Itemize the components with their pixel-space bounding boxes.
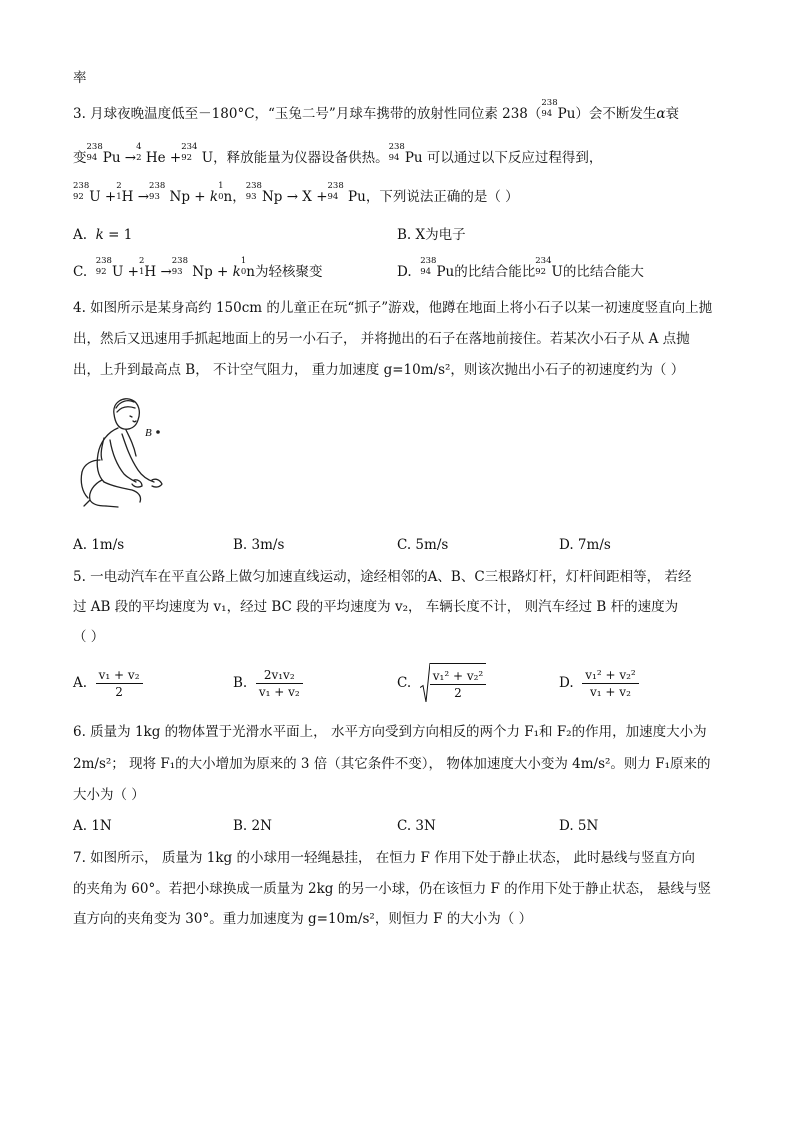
q5-option-a: A. $\frac{\text{v₁ + v₂}}{2}$: [73, 663, 143, 703]
q3-option-b: B. X为电子: [397, 227, 466, 243]
q7-line-3: 直方向的夹角变为 30°。重力加速度为 g=10m/s²，则恒力 F 的大小为（ ）: [73, 911, 533, 927]
stone-marker: [156, 430, 160, 434]
q4-option-d: D. 7m/s: [559, 537, 611, 553]
q6-option-b: B. 2N: [233, 818, 272, 834]
q7-line-2: 的夹角为 60°。若把小球换成一质量为 2kg 的另一小球，仍在该恒力 F 的作用下处于静止状态， 悬线与竖: [73, 881, 711, 897]
q7-line-1: 7. 如图所示， 质量为 1kg 的小球用一轻绳悬挂， 在恒力 F 作用下处于静止状态， 此时悬线与竖直方向: [73, 850, 695, 866]
q4-option-c: C. 5m/s: [397, 537, 449, 553]
point-b-label: B: [145, 427, 152, 439]
q4-line-3: 出，上升到最高点 B， 不计空气阻力， 重力加速度 g=10m/s²，则该次抛出小石子的初速度约为（ ）: [73, 362, 685, 378]
q5-line-3: （ ）: [73, 629, 105, 645]
q6-option-c: C. 3N: [397, 818, 436, 834]
q5-option-d: D. $\frac{\text{v₁² + v₂²}}{\text{v₁ + v₂}}$: [559, 663, 639, 703]
q3-line-2: 变 238 94 Pu → 4 2 He + 234 92 U，释放能量为仪器设备供热。 238 94 Pu 可以通过以下反应过程得到，: [73, 142, 603, 166]
q6-option-a: A. 1N: [73, 818, 112, 834]
q4-option-b: B. 3m/s: [233, 537, 285, 553]
q5-option-c: C. $\frac{\text{v₁² + v₂²}}{2}$: [397, 663, 486, 704]
q3-line-3: 238 92 U + 2 1 H → 238 93 Np + k 1 0 n， 238 93 Np → X + 238 94 Pu，下列说法正确的是（ ）: [73, 181, 519, 205]
q6-line-1: 6. 质量为 1kg 的物体置于光滑水平面上， 水平方向受到方向相反的两个力 F₁和 F₂的作用，加速度大小为: [73, 724, 707, 740]
q6-option-d: D. 5N: [559, 818, 599, 834]
q3-line-1: 3. 月球夜晚温度低至－180°C，“玉兔二号”月球车携带的放射性同位素 238（ 238 94 Pu）会不断发生α衰: [73, 98, 680, 122]
q6-line-2: 2m/s²； 现将 F₁的大小增加为原来的 3 倍（其它条件不变）， 物体加速度大小变为 4m/s²。则力 F₁原来的: [73, 756, 711, 772]
q5-option-b: B. $\frac{\text{2v₁v₂}}{\text{v₁ + v₂}}$: [233, 663, 303, 703]
page-top-fragment: 率: [73, 70, 87, 86]
q4-line-1: 4. 如图所示是某身高约 150cm 的儿童正在玩“抓子”游戏，他蹲在地面上将小石子以某一初速度竖直向上抛: [73, 300, 713, 316]
q5-line-1: 5. 一电动汽车在平直公路上做匀加速直线运动，途经相邻的A、B、C三根路灯杆，灯杆间距相等， 若经: [73, 569, 692, 585]
q5-line-2: 过 AB 段的平均速度为 v₁，经过 BC 段的平均速度为 v₂， 车辆长度不计， 则汽车经过 B 杆的速度为: [73, 599, 679, 615]
q4-line-2: 出，然后又迅速用手抓起地面上的另一小石子， 并将抛出的石子在落地前接住。若某次小石子从 A 点抛: [73, 331, 690, 347]
child-playing-figure: [72, 394, 182, 512]
q3-option-a: A. k = 1: [73, 227, 133, 243]
q3-option-c: C. 238 92 U + 2 1 H → 238 93 Np + k 1 0 n为轻核聚变: [73, 256, 323, 280]
q4-option-a: A. 1m/s: [73, 537, 125, 553]
q6-line-3: 大小为（ ）: [73, 787, 145, 803]
q3-option-d: D. 238 94 Pu的比结合能比 234 92 U的比结合能大: [397, 256, 644, 280]
